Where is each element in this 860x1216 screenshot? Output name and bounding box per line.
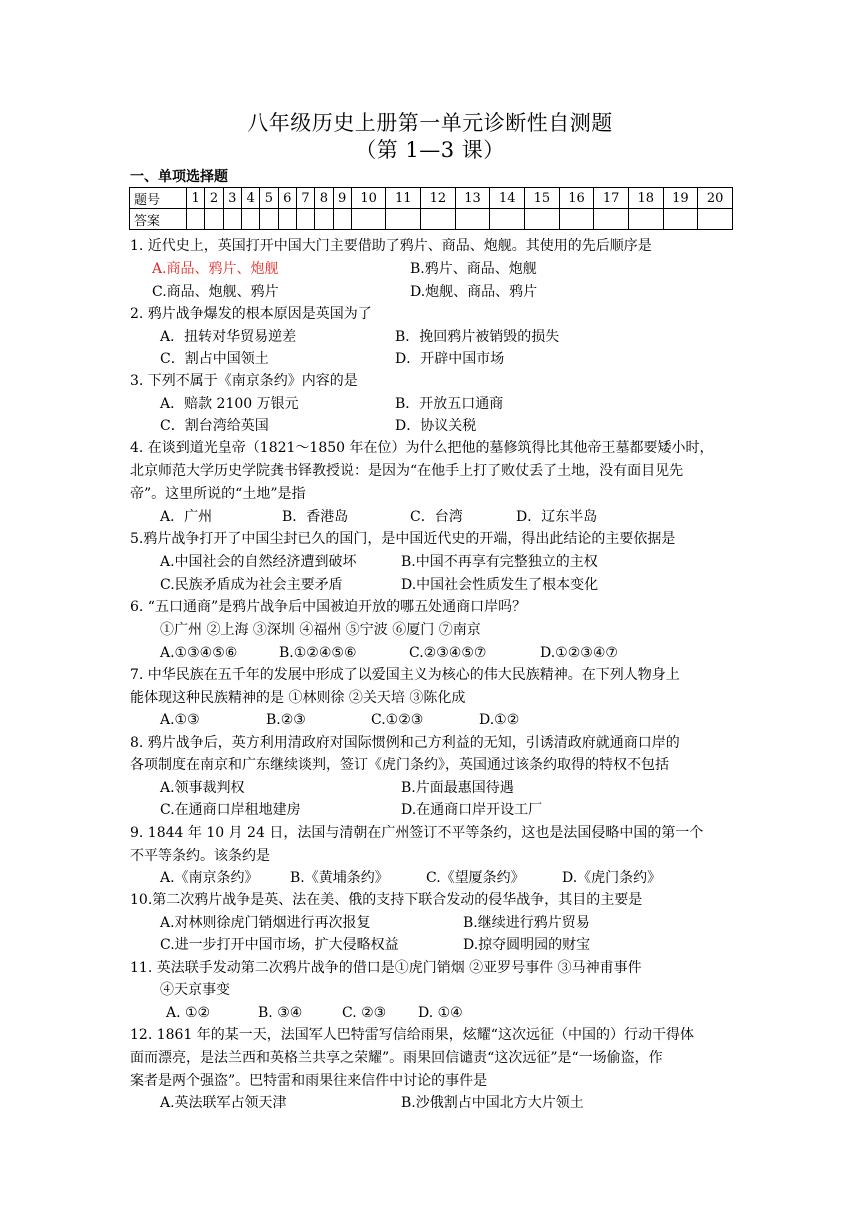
question-9-stem-line-2: 不平等条约。该条约是	[130, 848, 270, 864]
question-1-option-c: C.商品、炮舰、鸦片	[152, 284, 279, 300]
question-6-option-d: D.①②③④⑦	[540, 645, 618, 661]
question-8-option-b: B.片面最惠国待遇	[401, 780, 514, 796]
question-number-cell: 5	[260, 188, 278, 209]
question-number-cell: 7	[296, 188, 314, 209]
question-5-option-c: C.民族矛盾成为社会主要矛盾	[160, 577, 343, 593]
question-10-option-a: A.对林则徐虎门销烟进行再次报复	[160, 915, 371, 931]
question-6-stem: 6. “五口通商”是鸦片战争后中国被迫开放的哪五处通商口岸吗？	[130, 599, 527, 615]
answer-cell[interactable]	[594, 209, 629, 230]
question-number-cell: 13	[455, 188, 490, 209]
question-5-option-b: B.中国不再享有完整独立的主权	[401, 554, 598, 570]
question-number-cell: 18	[628, 188, 663, 209]
question-number-cell: 9	[333, 188, 351, 209]
question-4-stem-line-1: 4. 在谈到道光皇帝（1821～1850 年在位）为什么把他的墓修筑得比其他帝王墓都要矮小时，	[130, 440, 714, 456]
answer-cell[interactable]	[698, 209, 733, 230]
question-9-stem-line-1: 9. 1844 年 10 月 24 日，法国与清朝在广州签订不平等条约，这也是法国侵略中国的第一个	[130, 825, 704, 841]
question-number-cell: 10	[351, 188, 386, 209]
question-3-option-d: D．协议关税	[395, 418, 477, 434]
answer-cell[interactable]	[241, 209, 259, 230]
question-9-option-a: A.《南京条约》	[160, 870, 259, 886]
question-1-option-d: D.炮舰、商品、鸦片	[410, 284, 538, 300]
question-3-option-b: B．开放五口通商	[395, 396, 504, 412]
answer-cell[interactable]	[351, 209, 386, 230]
answer-row	[130, 209, 733, 230]
question-9-option-d: D.《虎门条约》	[562, 870, 662, 886]
question-number-cell: 6	[278, 188, 296, 209]
page-subtitle: （第 1—3 课）	[355, 138, 505, 162]
question-12-stem-line-1: 12. 1861 年的某一天，法国军人巴特雷写信给雨果，炫耀“这次远征（中国的）行动干得体	[130, 1027, 694, 1043]
question-3-option-c: C．割台湾给英国	[160, 418, 269, 434]
question-number-cell: 1	[187, 188, 205, 209]
question-7-stem-line-1: 7. 中华民族在五千年的发展中形成了以爱国主义为核心的伟大民族精神。在下列人物身上	[130, 667, 680, 683]
question-4-stem-line-2: 北京师范大学历史学院龚书铎教授说：是因为“在他手上打了败仗丢了土地，没有面目见先	[130, 463, 684, 479]
question-10-option-b: B.继续进行鸦片贸易	[463, 915, 590, 931]
question-10-option-d: D.掠夺圆明园的财宝	[463, 937, 591, 953]
question-5-option-a: A.中国社会的自然经济遭到破坏	[160, 554, 357, 570]
answer-cell[interactable]	[205, 209, 223, 230]
question-number-cell: 8	[315, 188, 333, 209]
answer-table	[129, 187, 733, 230]
question-4-stem-line-3: 帝”。这里所说的“土地”是指	[130, 486, 306, 502]
question-7-option-d: D.①②	[479, 712, 520, 728]
question-1-stem: 1. 近代史上，英国打开中国大门主要借助了鸦片、商品、炮舰。其使用的先后顺序是	[130, 238, 652, 254]
question-6-option-c: C.②③④⑤⑦	[409, 645, 487, 661]
question-12-option-a: A.英法联军占领天津	[160, 1095, 287, 1111]
row-header-answer: 答案	[130, 209, 187, 230]
question-number-cell: 19	[663, 188, 698, 209]
answer-cell[interactable]	[455, 209, 490, 230]
question-9-option-b: B.《黄埔条约》	[290, 870, 389, 886]
page-title: 八年级历史上册第一单元诊断性自测题	[247, 111, 613, 135]
question-12-stem-line-2: 面而漂亮，是法兰西和英格兰共享之荣耀”。雨果回信谴责“这次远征”是“一场偷盗，作	[130, 1050, 663, 1066]
question-number-cell: 15	[525, 188, 560, 209]
answer-cell[interactable]	[223, 209, 241, 230]
question-11-option-b: B. ③④	[258, 1005, 303, 1021]
answer-cell[interactable]	[490, 209, 525, 230]
question-4-option-c: C．台湾	[410, 509, 463, 525]
row-header-number: 题号	[130, 188, 187, 209]
question-10-option-c: C.进一步打开中国市场，扩大侵略权益	[160, 937, 399, 953]
question-4-option-d: D．辽东半岛	[516, 509, 598, 525]
question-8-stem-line-2: 各项制度在南京和广东继续谈判，签订《虎门条约》，英国通过该条约取得的特权不包括	[130, 757, 669, 773]
answer-cell[interactable]	[386, 209, 421, 230]
question-number-row	[130, 188, 733, 209]
question-5-stem: 5.鸦片战争打开了中国尘封已久的国门，是中国近代史的开端，得出此结论的主要依据是	[130, 531, 676, 547]
question-number-cell: 14	[490, 188, 525, 209]
question-11-stem-line-2: ④天京事变	[160, 982, 230, 998]
question-2-option-b: B．挽回鸦片被销毁的损失	[395, 329, 560, 345]
question-4-option-b: B．香港岛	[282, 509, 349, 525]
question-11-option-a: A. ①②	[166, 1005, 211, 1021]
question-number-cell: 16	[559, 188, 594, 209]
question-number-cell: 17	[594, 188, 629, 209]
answer-cell[interactable]	[278, 209, 296, 230]
question-number-cell: 12	[421, 188, 456, 209]
question-8-stem-line-1: 8. 鸦片战争后，英方利用清政府对国际惯例和己方利益的无知，引诱清政府就通商口岸的	[130, 735, 680, 751]
answer-cell[interactable]	[421, 209, 456, 230]
question-number-cell: 3	[223, 188, 241, 209]
question-1-option-b: B.鸦片、商品、炮舰	[410, 261, 537, 277]
answer-cell[interactable]	[525, 209, 560, 230]
question-11-stem-line-1: 11. 英法联手发动第二次鸦片战争的借口是①虎门销烟 ②亚罗号事件 ③马神甫事件	[130, 960, 642, 976]
question-number-cell: 4	[241, 188, 259, 209]
question-7-option-c: C.①②③	[371, 712, 424, 728]
question-7-stem-line-2: 能体现这种民族精神的是 ①林则徐 ②关天培 ③陈化成	[130, 690, 466, 706]
question-3-stem: 3. 下列不属于《南京条约》内容的是	[130, 373, 358, 389]
question-8-option-a: A.领事裁判权	[160, 780, 245, 796]
question-10-stem: 10.第二次鸦片战争是英、法在美、俄的支持下联合发动的侵华战争，其目的主要是	[130, 892, 643, 908]
question-9-option-c: C.《望厦条约》	[426, 870, 525, 886]
question-2-option-a: A．扭转对华贸易逆差	[160, 329, 297, 345]
question-number-cell: 2	[205, 188, 223, 209]
question-4-option-a: A．广州	[160, 509, 213, 525]
answer-cell[interactable]	[628, 209, 663, 230]
question-2-stem: 2. 鸦片战争爆发的根本原因是英国为了	[130, 306, 372, 322]
question-8-option-d: D.在通商口岸开设工厂	[401, 802, 543, 818]
question-2-option-c: C．割占中国领土	[160, 351, 269, 367]
question-12-option-b: B.沙俄割占中国北方大片领土	[401, 1095, 584, 1111]
answer-cell[interactable]	[296, 209, 314, 230]
question-11-option-c: C. ②③	[342, 1005, 387, 1021]
question-8-option-c: C.在通商口岸租地建房	[160, 802, 301, 818]
answer-cell[interactable]	[663, 209, 698, 230]
question-6-option-a: A.①③④⑤⑥	[160, 645, 238, 661]
answer-cell[interactable]	[187, 209, 205, 230]
question-11-option-d: D. ①④	[418, 1005, 463, 1021]
question-7-option-b: B.②③	[266, 712, 306, 728]
question-5-option-d: D.中国社会性质发生了根本变化	[401, 577, 599, 593]
question-6-option-b: B.①②④⑤⑥	[279, 645, 357, 661]
question-number-cell: 20	[698, 188, 733, 209]
question-number-cell: 11	[386, 188, 421, 209]
section-heading: 一、单项选择题	[130, 169, 228, 185]
question-3-option-a: A．赔款 2100 万银元	[160, 396, 299, 412]
answer-cell[interactable]	[260, 209, 278, 230]
answer-cell[interactable]	[559, 209, 594, 230]
question-2-option-d: D．开辟中国市场	[395, 351, 505, 367]
answer-cell[interactable]	[315, 209, 333, 230]
question-6-items: ①广州 ②上海 ③深圳 ④福州 ⑤宁波 ⑥厦门 ⑦南京	[160, 622, 481, 638]
answer-cell[interactable]	[333, 209, 351, 230]
question-7-option-a: A.①③	[160, 712, 200, 728]
question-12-stem-line-3: 案者是两个强盗”。巴特雷和雨果往来信件中讨论的事件是	[130, 1073, 488, 1089]
question-1-option-a: A.商品、鸦片、炮舰	[152, 261, 279, 277]
